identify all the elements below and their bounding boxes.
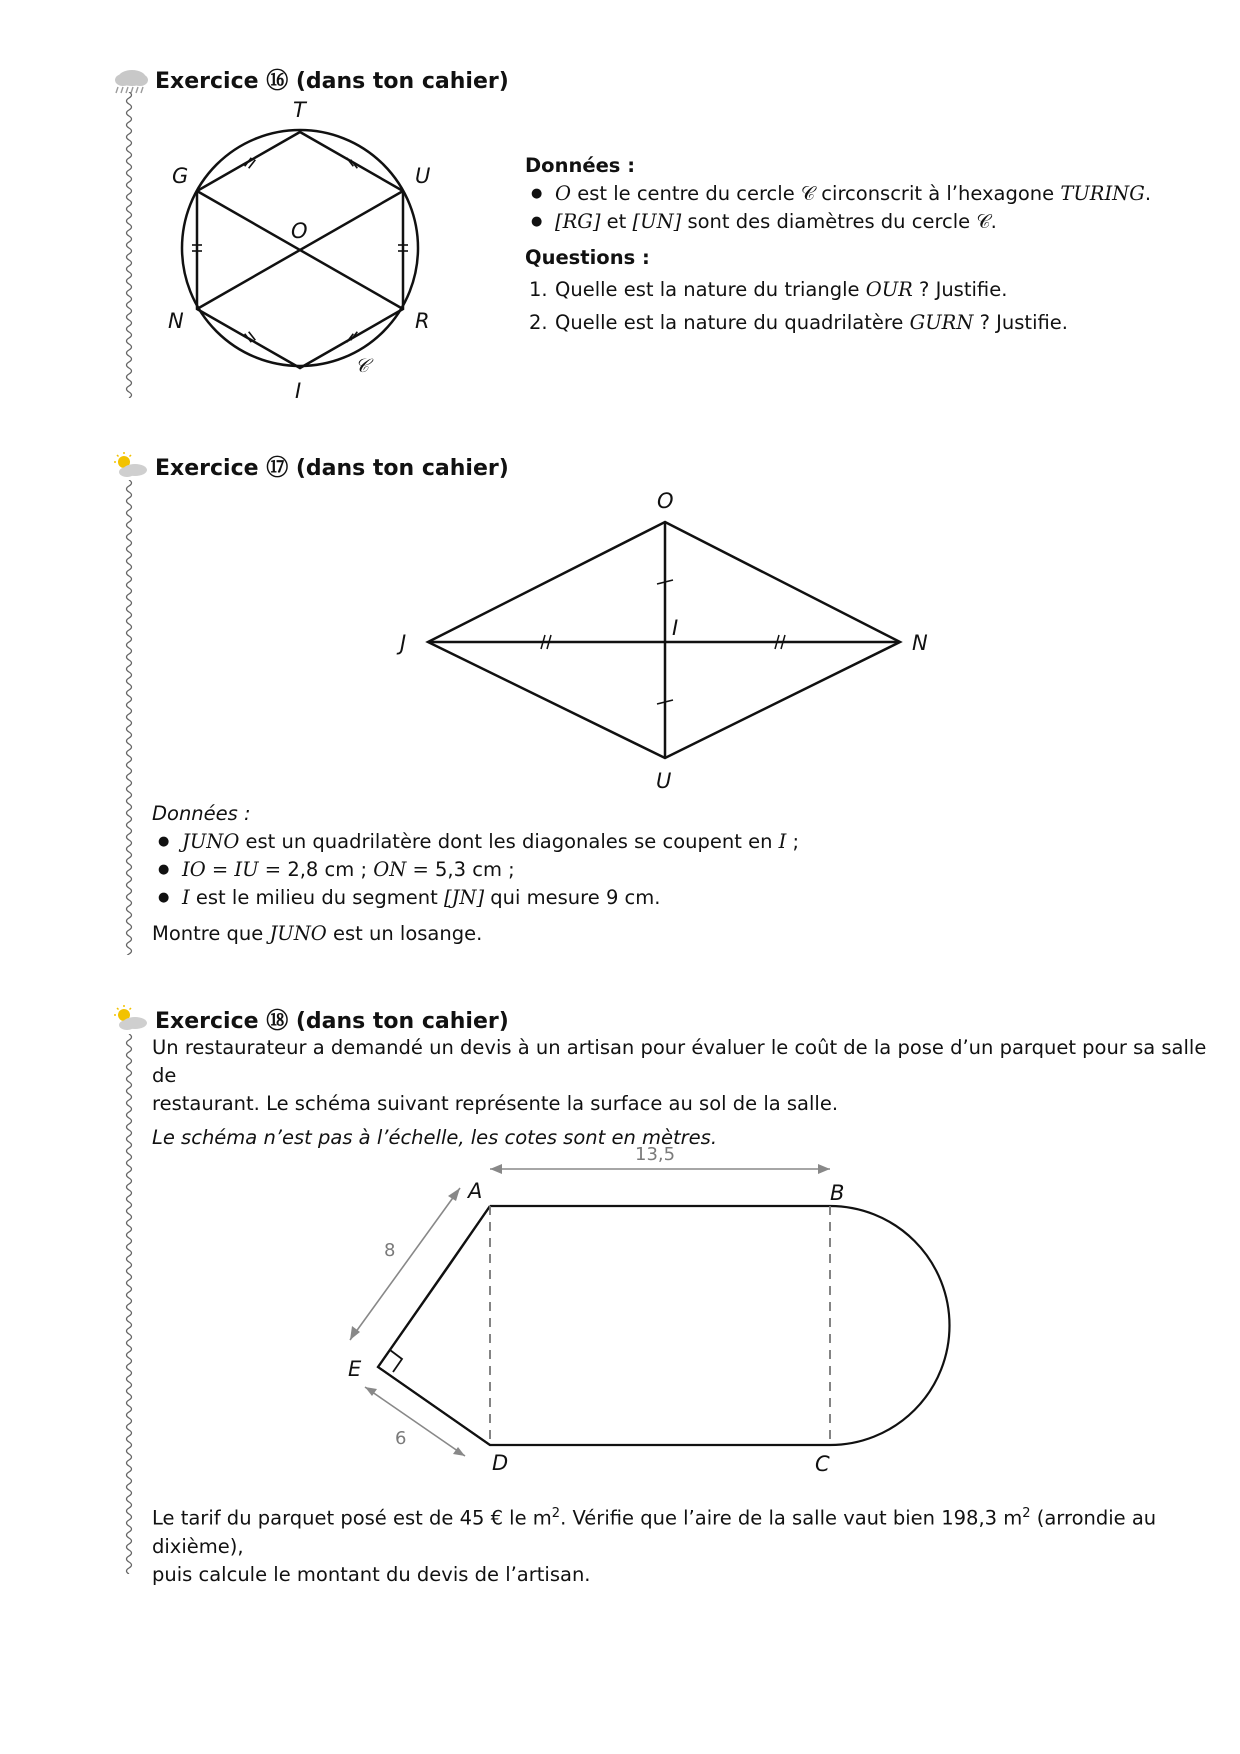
sun-cloud-icon bbox=[112, 452, 150, 480]
hexagon-circle-figure bbox=[150, 92, 450, 412]
label-c: C bbox=[815, 1452, 830, 1476]
label-d: D bbox=[492, 1451, 509, 1475]
label-o: O bbox=[291, 219, 308, 243]
ex18-note: Le schéma n’est pas à l’échelle, les cotes sont en mètres. bbox=[152, 1126, 718, 1149]
ex17-text-block bbox=[152, 800, 1052, 948]
list-item: ● O est le centre du cercle 𝒞 circonscrit à l’hexagone TURING. bbox=[525, 180, 1205, 208]
ex17-conclusion: Montre que JUNO est un losange. bbox=[152, 922, 483, 945]
exercise-18-title: Exercice ⑱ (dans ton cahier) bbox=[155, 1009, 509, 1034]
label-u: U bbox=[656, 769, 672, 793]
label-n: N bbox=[168, 309, 184, 333]
list-item: 1. Quelle est la nature du triangle OUR ? Justifie. bbox=[529, 278, 1008, 301]
ex16-questions-title: Questions : bbox=[525, 246, 650, 269]
list-item: 2. Quelle est la nature du quadrilatère GURN ? Justifie. bbox=[529, 311, 1068, 334]
dimension-ab: 13,5 bbox=[635, 1144, 676, 1165]
label-b: B bbox=[830, 1181, 845, 1205]
rhombus-figure bbox=[390, 480, 950, 800]
ex18-final-line1: Le tarif du parquet posé est de 45 € le $m^2$. Vérifie que l’aire de la salle vaut bien 198,3 $m^2$ (arrondie au dixième), bbox=[152, 1506, 1157, 1558]
ex16-text-block bbox=[525, 152, 1205, 342]
ex16-donnees-list bbox=[525, 180, 1205, 236]
wavy-margin-line-16 bbox=[123, 92, 135, 398]
label-r: R bbox=[415, 309, 430, 333]
label-o: O bbox=[657, 489, 674, 513]
label-e: E bbox=[348, 1357, 362, 1381]
list-item: ● [RG] et [UN] sont des diamètres du cercle 𝒞. bbox=[525, 208, 1205, 236]
ex17-donnees-title: Données : bbox=[152, 802, 251, 825]
label-t: T bbox=[293, 98, 306, 122]
label-i: I bbox=[295, 379, 302, 403]
list-item: ● I est le milieu du segment [JN] qui mesure 9 cm. bbox=[152, 884, 1052, 912]
dimension-arrows bbox=[350, 1164, 830, 1456]
rain-cloud-icon bbox=[112, 66, 150, 94]
label-u: U bbox=[415, 164, 431, 188]
ex18-final-line2: puis calcule le montant du devis de l’artisan. bbox=[152, 1562, 591, 1586]
exercise-16-title: Exercice ⑯ (dans ton cahier) bbox=[155, 69, 509, 94]
label-g: G bbox=[172, 164, 189, 188]
right-angle-mark bbox=[390, 1350, 402, 1372]
ex18-intro-line2: restaurant. Le schéma suivant représente la surface au sol de la salle. bbox=[152, 1092, 839, 1115]
ex18-final bbox=[152, 1500, 1222, 1589]
label-circle-c: 𝒞 bbox=[355, 355, 369, 377]
room-floor-figure bbox=[330, 1140, 990, 1490]
ex18-intro bbox=[152, 1034, 1212, 1152]
ex16-donnees-title: Données : bbox=[525, 154, 635, 177]
ex16-questions-list bbox=[525, 276, 1205, 337]
list-item: ● IO = IU = 2,8 cm ; ON = 5,3 cm ; bbox=[152, 856, 1052, 884]
ex17-donnees-list bbox=[152, 828, 1052, 912]
exercise-17-title: Exercice ⑰ (dans ton cahier) bbox=[155, 456, 509, 481]
circle-c bbox=[182, 130, 418, 366]
dimension-ae: 8 bbox=[384, 1240, 396, 1261]
label-j: J bbox=[400, 631, 407, 655]
wavy-margin-line-18 bbox=[123, 1034, 135, 1574]
wavy-margin-line-17 bbox=[123, 480, 135, 955]
dimension-ed: 6 bbox=[395, 1428, 407, 1449]
label-n: N bbox=[912, 631, 928, 655]
ex18-intro-line1: Un restaurateur a demandé un devis à un artisan pour évaluer le coût de la pose d’un parquet pour sa salle de bbox=[152, 1036, 1207, 1087]
label-i: I bbox=[672, 616, 679, 640]
sun-cloud-icon bbox=[112, 1005, 150, 1033]
label-a: A bbox=[468, 1179, 483, 1203]
list-item: ● JUNO est un quadrilatère dont les diagonales se coupent en I ; bbox=[152, 828, 1052, 856]
